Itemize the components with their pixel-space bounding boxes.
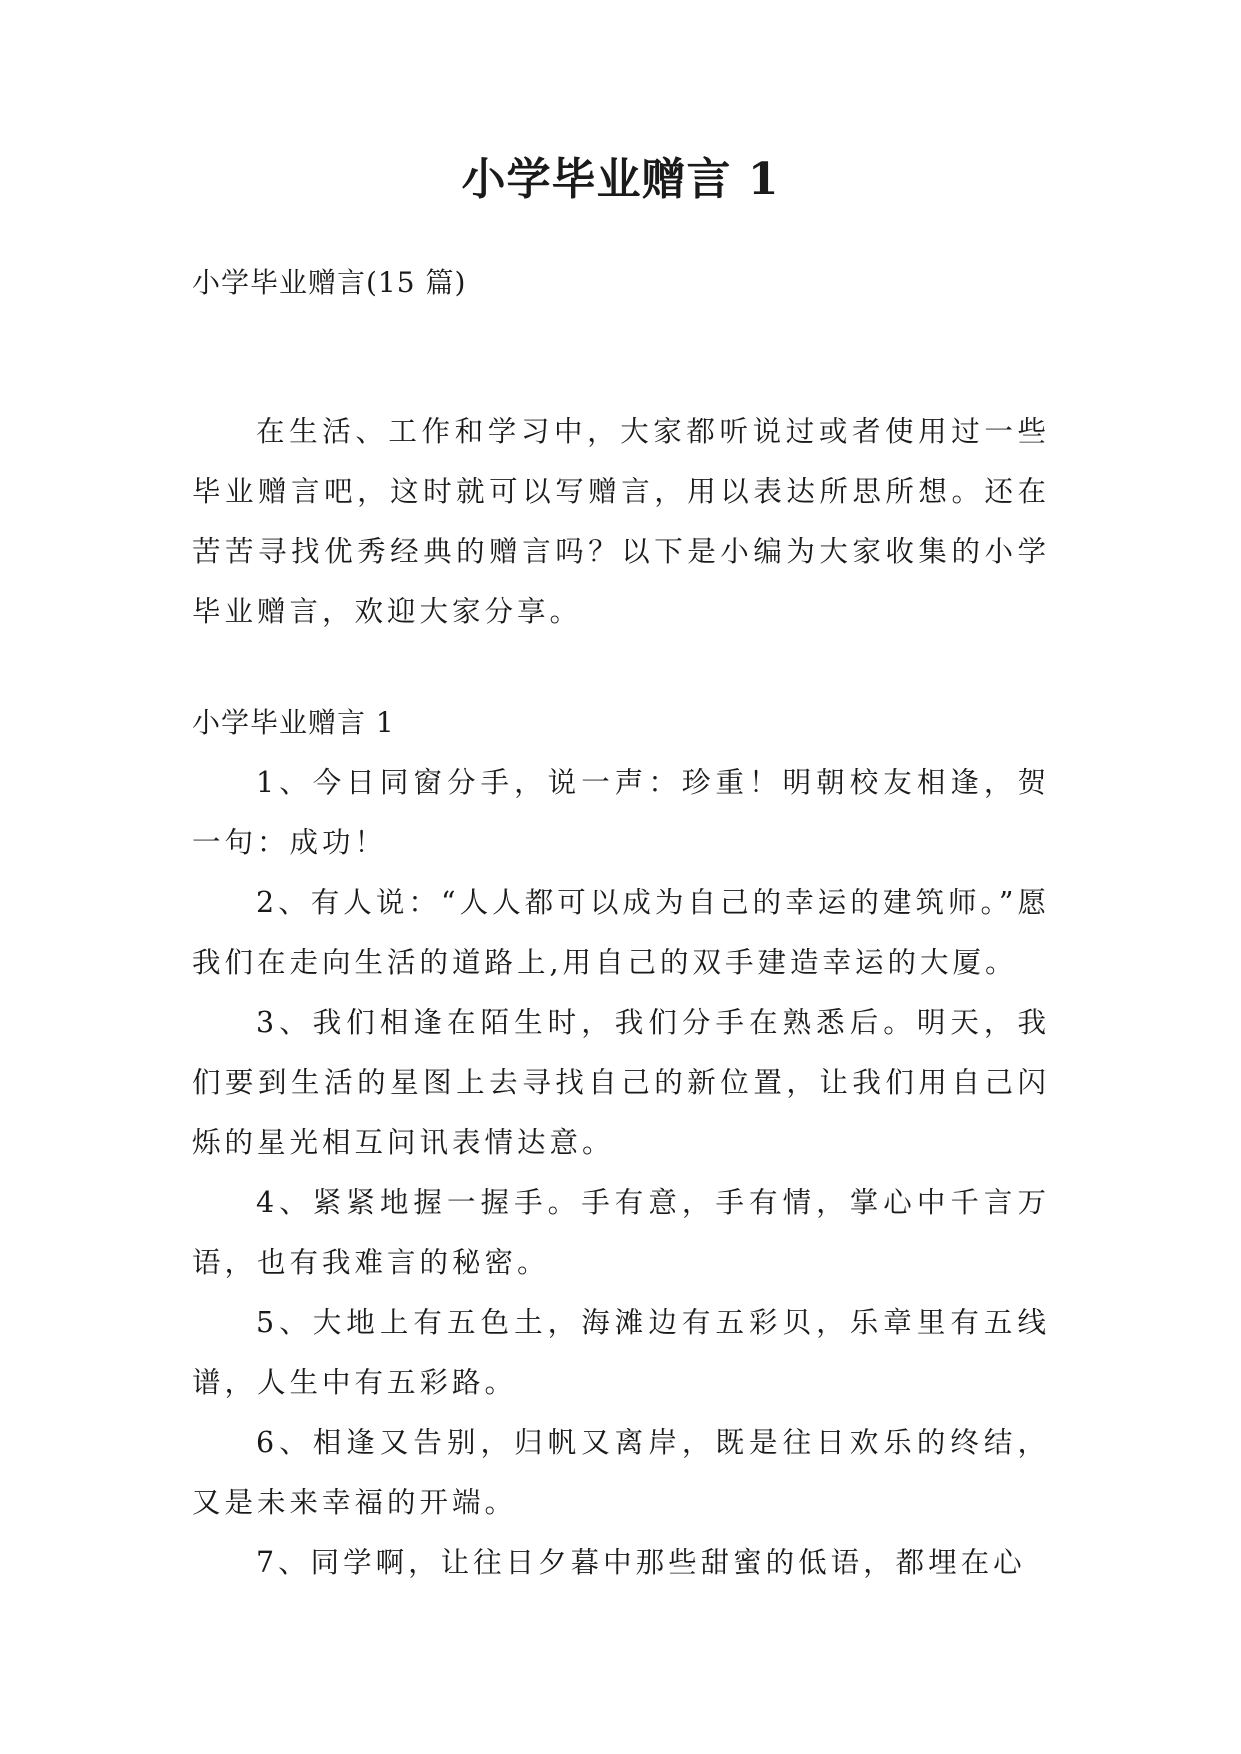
list-item: 4、紧紧地握一握手。手有意，手有情，掌心中千言万语，也有我难言的秘密。 xyxy=(192,1186,1050,1279)
message-list xyxy=(192,753,1050,1593)
list-item: 6、相逢又告别，归帆又离岸，既是往日欢乐的终结，又是未来幸福的开端。 xyxy=(192,1426,1050,1519)
list-item: 2、有人说：“人人都可以成为自己的幸运的建筑师。”愿我们在走向生活的道路上,用自己的双手建造幸运的大厦。 xyxy=(192,886,1050,979)
list-item: 5、大地上有五色土，海滩边有五彩贝，乐章里有五线谱，人生中有五彩路。 xyxy=(192,1306,1050,1399)
list-item: 3、我们相逢在陌生时，我们分手在熟悉后。明天，我们要到生活的星图上去寻找自己的新位置，让我们用自己闪烁的星光相互问讯表情达意。 xyxy=(192,1006,1050,1159)
document-subtitle: 小学毕业赠言(15 篇) xyxy=(192,266,467,299)
section-heading: 小学毕业赠言 1 xyxy=(192,706,395,739)
document-title: 小学毕业赠言 1 xyxy=(461,154,780,205)
list-item: 1、今日同窗分手，说一声：珍重！明朝校友相逢，贺一句：成功！ xyxy=(192,766,1050,859)
intro-paragraph: 在生活、工作和学习中，大家都听说过或者使用过一些毕业赠言吧，这时就可以写赠言，用以表达所思所想。还在苦苦寻找优秀经典的赠言吗？以下是小编为大家收集的小学毕业赠言，欢迎大家分享。 xyxy=(192,415,1050,628)
list-item: 7、同学啊，让往日夕暮中那些甜蜜的低语，都埋在心 xyxy=(256,1546,1026,1579)
